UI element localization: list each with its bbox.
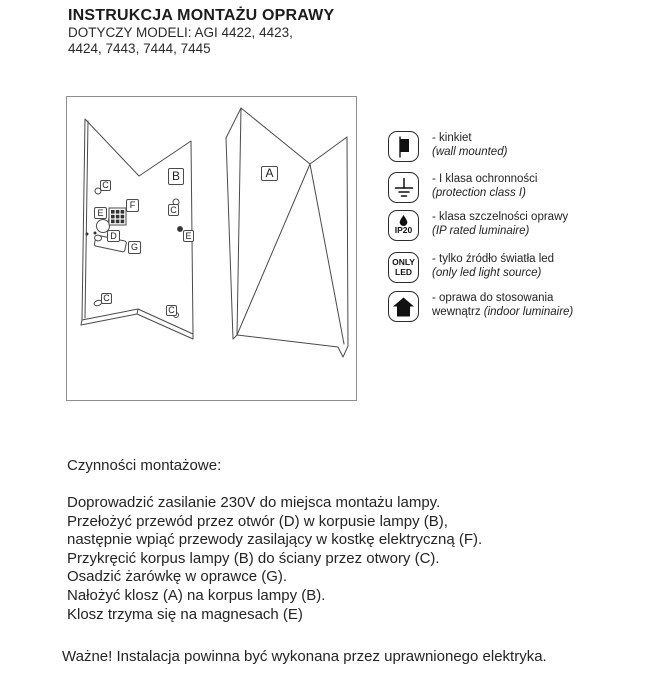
legend-text-en: (only led light source) — [432, 266, 542, 279]
label-socket-G: G — [128, 241, 141, 254]
label-magnet-E2: E — [183, 230, 194, 242]
legend-text-en: (wall mounted) — [432, 145, 508, 158]
legend-text-en: (IP rated luminaire) — [432, 224, 530, 237]
step-line: Nałożyć klosz (A) na korpus lampy (B). — [67, 586, 326, 604]
label-terminal-F: F — [126, 199, 139, 212]
label-cablehole-D: D — [107, 230, 120, 242]
lamp-shade-creases — [237, 108, 344, 344]
wall-mounted-icon — [388, 131, 419, 162]
legend-text: - klasa szczelności oprawy — [432, 211, 569, 223]
legend-text: - kinkiet — [432, 132, 472, 144]
legend-row-protection-class — [388, 172, 537, 203]
step-line: następnie wpiąć przewody zasilający w kostkę elektryczną (F). — [67, 531, 483, 549]
header — [68, 6, 334, 57]
legend-row-led-only — [388, 252, 554, 283]
legend-text: - oprawa do stosowania — [432, 292, 554, 304]
lamp-shade-outline — [226, 108, 348, 357]
magnet-dot — [178, 227, 183, 232]
terminal-block — [109, 208, 126, 225]
symbols-legend — [388, 125, 618, 335]
steps-heading: Czynności montażowe: — [67, 457, 222, 474]
step-line: Klosz trzyma się na magnesach (E) — [67, 605, 303, 623]
led-text: LED — [395, 266, 412, 277]
legend-text-en: (indoor luminaire) — [483, 305, 574, 318]
legend-text: - tylko źródło światła led — [432, 253, 555, 265]
legend-row-indoor — [388, 291, 573, 322]
legend-row-wall-mounted — [388, 131, 507, 162]
step-line: Doprowadzić zasilanie 230V do miejsca montażu lampy. — [67, 494, 441, 511]
assembly-diagram — [66, 96, 357, 401]
label-body-B: B — [168, 168, 184, 185]
models-line-1: DOTYCZY MODELI: AGI 4422, 4423, — [68, 25, 293, 40]
document-title: INSTRUKCJA MONTAŻU OPRAWY — [68, 7, 335, 24]
label-hole-C1: C — [100, 180, 111, 191]
models-line-2: 4424, 7443, 7444, 7445 — [68, 41, 211, 56]
ip20-icon — [388, 210, 419, 241]
diagram-drawing — [67, 97, 356, 400]
legend-text: wewnątrz — [432, 305, 484, 318]
only-text: ONLY — [392, 257, 415, 267]
legend-text-en: (protection class I) — [432, 186, 526, 199]
lamp-body-left-edge — [85, 121, 88, 318]
ip20-text: IP20 — [394, 225, 413, 236]
label-hole-C4: C — [166, 305, 177, 316]
legend-row-ip-rating — [388, 210, 568, 241]
legend-text: - I klasa ochronności — [432, 173, 538, 185]
step-line: Osadzić żarówkę w oprawce (G). — [67, 568, 288, 586]
label-hole-C2: C — [168, 204, 179, 216]
indoor-house-icon — [388, 291, 419, 322]
label-magnet-E1: E — [94, 207, 107, 219]
steps-list — [67, 494, 482, 624]
label-hole-C3: C — [101, 293, 112, 304]
warning-note: Ważne! Instalacja powinna być wykonana przez uprawnionego elektryka. — [62, 648, 547, 665]
grounding-icon — [388, 172, 419, 203]
step-line: Przykręcić korpus lampy (B) do ściany przez otwory (C). — [67, 549, 440, 567]
label-shade-A: A — [261, 166, 278, 181]
step-line: Przełożyć przewód przez otwór (D) w korpusie lampy (B), — [67, 512, 448, 530]
only-led-icon — [388, 252, 419, 283]
